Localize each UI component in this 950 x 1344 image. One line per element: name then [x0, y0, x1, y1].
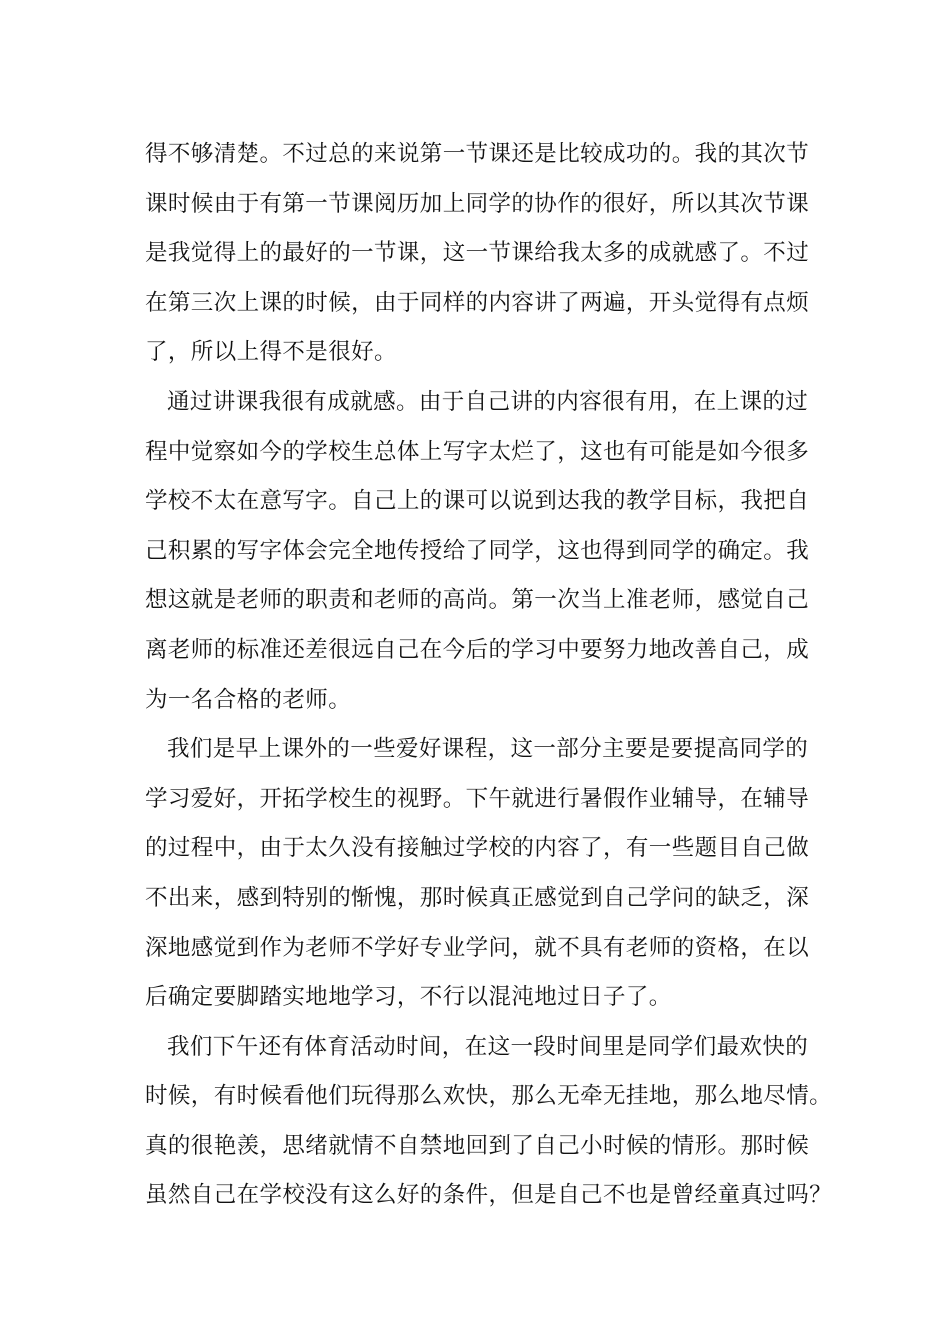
text-line: 学习爱好，开拓学校生的视野。下午就进行暑假作业辅导，在辅导: [145, 785, 810, 812]
text-line: 己积累的写字体会完全地传授给了同学，这也得到同学的确定。我: [145, 537, 810, 564]
paragraph-first-line: 通过讲课我很有成就感。由于自己讲的内容很有用，在上课的过: [167, 388, 809, 415]
text-line: 在第三次上课的时候，由于同样的内容讲了两遍，开头觉得有点烦: [145, 289, 810, 316]
text-line: 深地感觉到作为老师不学好专业学问，就不具有老师的资格，在以: [145, 934, 810, 961]
text-line: 是我觉得上的最好的一节课，这一节课给我太多的成就感了。不过: [145, 240, 810, 267]
text-line: 为一名合格的老师。: [145, 686, 352, 713]
text-line: 真的很艳羡，思绪就情不自禁地回到了自己小时候的情形。那时候: [145, 1132, 810, 1159]
text-line: 学校不太在意写字。自己上的课可以说到达我的教学目标，我把自: [145, 488, 810, 515]
document-text-body: [145, 130, 833, 1221]
text-line: 课时候由于有第一节课阅历加上同学的协作的很好，所以其次节课: [145, 190, 810, 217]
text-line: 的过程中，由于太久没有接触过学校的内容了，有一些题目自己做: [145, 835, 810, 862]
paragraph-first-line: 我们下午还有体育活动时间，在这一段时间里是同学们最欢快的: [167, 1033, 809, 1060]
text-line: 时候，有时候看他们玩得那么欢快，那么无牵无挂地，那么地尽情。: [145, 1083, 833, 1110]
text-line: 后确定要脚踏实地地学习，不行以混沌地过日子了。: [145, 984, 672, 1011]
paragraph-first-line: 我们是早上课外的一些爱好课程，这一部分主要是要提高同学的: [167, 736, 809, 763]
text-line: 离老师的标准还差很远自己在今后的学习中要努力地改善自己，成: [145, 636, 810, 663]
text-line: 得不够清楚。不过总的来说第一节课还是比较成功的。我的其次节: [145, 141, 810, 167]
text-line: 想这就是老师的职责和老师的高尚。第一次当上准老师，感觉自己: [145, 587, 810, 614]
text-line: 了，所以上得不是很好。: [145, 339, 397, 366]
text-line: 程中觉察如今的学校生总体上写字太烂了，这也有可能是如今很多: [145, 438, 810, 465]
text-line: 虽然自己在学校没有这么好的条件，但是自己不也是曾经童真过吗？: [145, 1182, 833, 1209]
text-line: 不出来，感到特别的惭愧，那时候真正感觉到自己学问的缺乏，深: [145, 884, 810, 911]
